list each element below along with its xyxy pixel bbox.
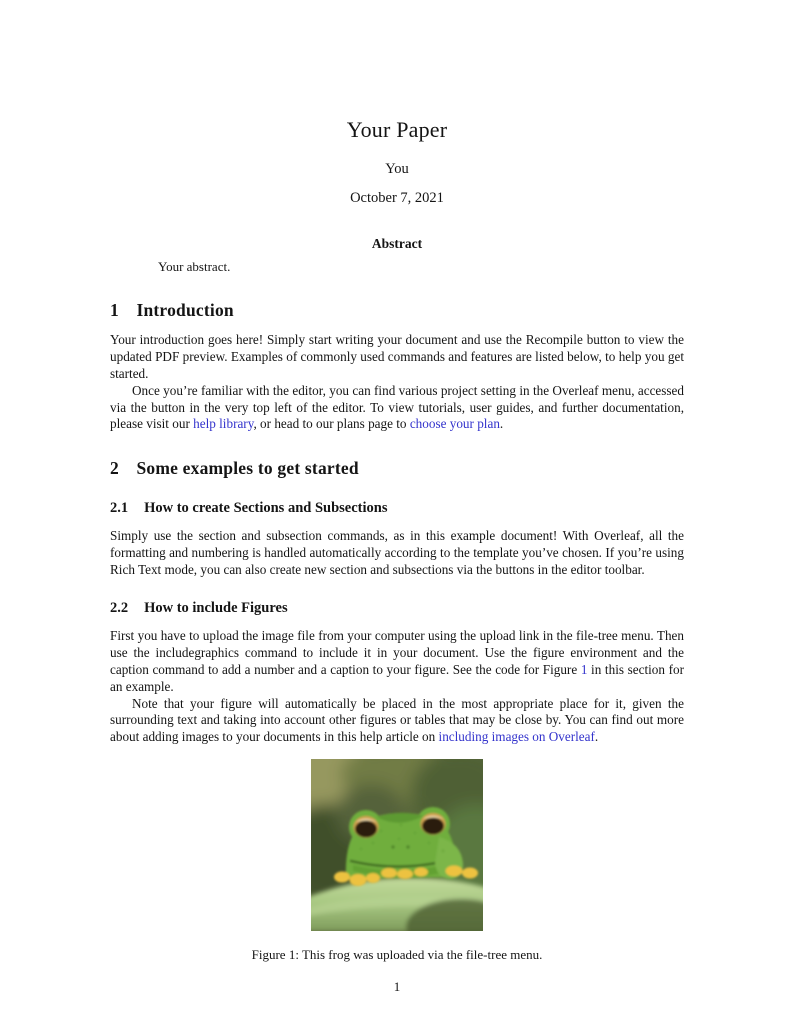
intro-paragraph-1: Your introduction goes here! Simply start writing your document and use the Recompile button to view the updated PDF preview. Examples of commonly used commands and features are listed below, to help you get started. bbox=[110, 332, 684, 381]
section-1-heading bbox=[110, 300, 684, 321]
subsection-2-2-number: 2.2 bbox=[110, 600, 129, 617]
abstract-heading: Abstract bbox=[371, 236, 423, 251]
subsection-2-1-number: 2.1 bbox=[110, 500, 129, 517]
paragraph-text: in this section for an example. bbox=[110, 661, 684, 694]
paragraph-text: First you have to upload the image file from your computer using the upload link in the file-tree menu. Then use the includegraphics command to include it in your document. Use the figure environment and the caption command to add a number and a caption to your figure. See the code for Figure bbox=[110, 628, 684, 677]
sections-paragraph: Simply use the section and subsection commands, as in this example document! With Overleaf, all the formatting and numbering is handled automatically according to the template you’ve chosen. If you’re using Rich Text mode, you can also create new section and subsections via the buttons in the editor toolbar. bbox=[110, 528, 684, 578]
section-2-heading bbox=[110, 458, 684, 479]
figures-paragraph-1 bbox=[110, 628, 684, 696]
figures-paragraph-2 bbox=[110, 696, 684, 747]
section-2-title: Some examples to get started bbox=[136, 458, 359, 479]
section-1-title: Introduction bbox=[136, 300, 234, 320]
subsection-2-2-title: How to include Figures bbox=[144, 600, 288, 617]
subsection-2-1-heading bbox=[110, 500, 684, 517]
paragraph-text: . bbox=[594, 729, 599, 745]
subsection-2-1-title: How to create Sections and Subsections bbox=[144, 500, 388, 517]
page-number: 1 bbox=[393, 979, 401, 994]
paper-title: Your Paper bbox=[346, 117, 448, 142]
paper-date: October 7, 2021 bbox=[350, 190, 444, 206]
figure-1-caption: Figure 1: This frog was uploaded via the file-tree menu. bbox=[251, 947, 543, 963]
paragraph-text: , or head to our plans page to bbox=[253, 416, 410, 432]
paper-author: You bbox=[385, 161, 409, 177]
figure-1-ref-link[interactable]: 1 bbox=[580, 661, 588, 677]
frog-photo bbox=[311, 759, 483, 931]
intro-paragraph-2 bbox=[110, 383, 684, 434]
paragraph-text: Note that your figure will automatically be placed in the most appropriate place for it, given the surrounding text and taking into account other figures or tables that may be close by. You can find out more about adding images to your documents in this help article on bbox=[110, 695, 684, 745]
section-1-number: 1 bbox=[110, 300, 119, 320]
help-library-link[interactable]: help library bbox=[193, 416, 254, 432]
figure-1 bbox=[110, 759, 684, 931]
choose-your-plan-link[interactable]: choose your plan bbox=[409, 416, 500, 432]
including-images-link[interactable]: including images on Overleaf bbox=[438, 729, 595, 745]
subsection-2-2-heading bbox=[110, 600, 684, 617]
section-2-number: 2 bbox=[110, 458, 119, 479]
paragraph-text: . bbox=[499, 416, 504, 432]
abstract-text: Your abstract. bbox=[158, 259, 231, 274]
paragraph-text: Once you’re familiar with the editor, you can find various project setting in the Overleaf menu, accessed via the button in the very top left of the editor. To view tutorials, user guides, and further documentation, please visit our bbox=[110, 382, 684, 432]
